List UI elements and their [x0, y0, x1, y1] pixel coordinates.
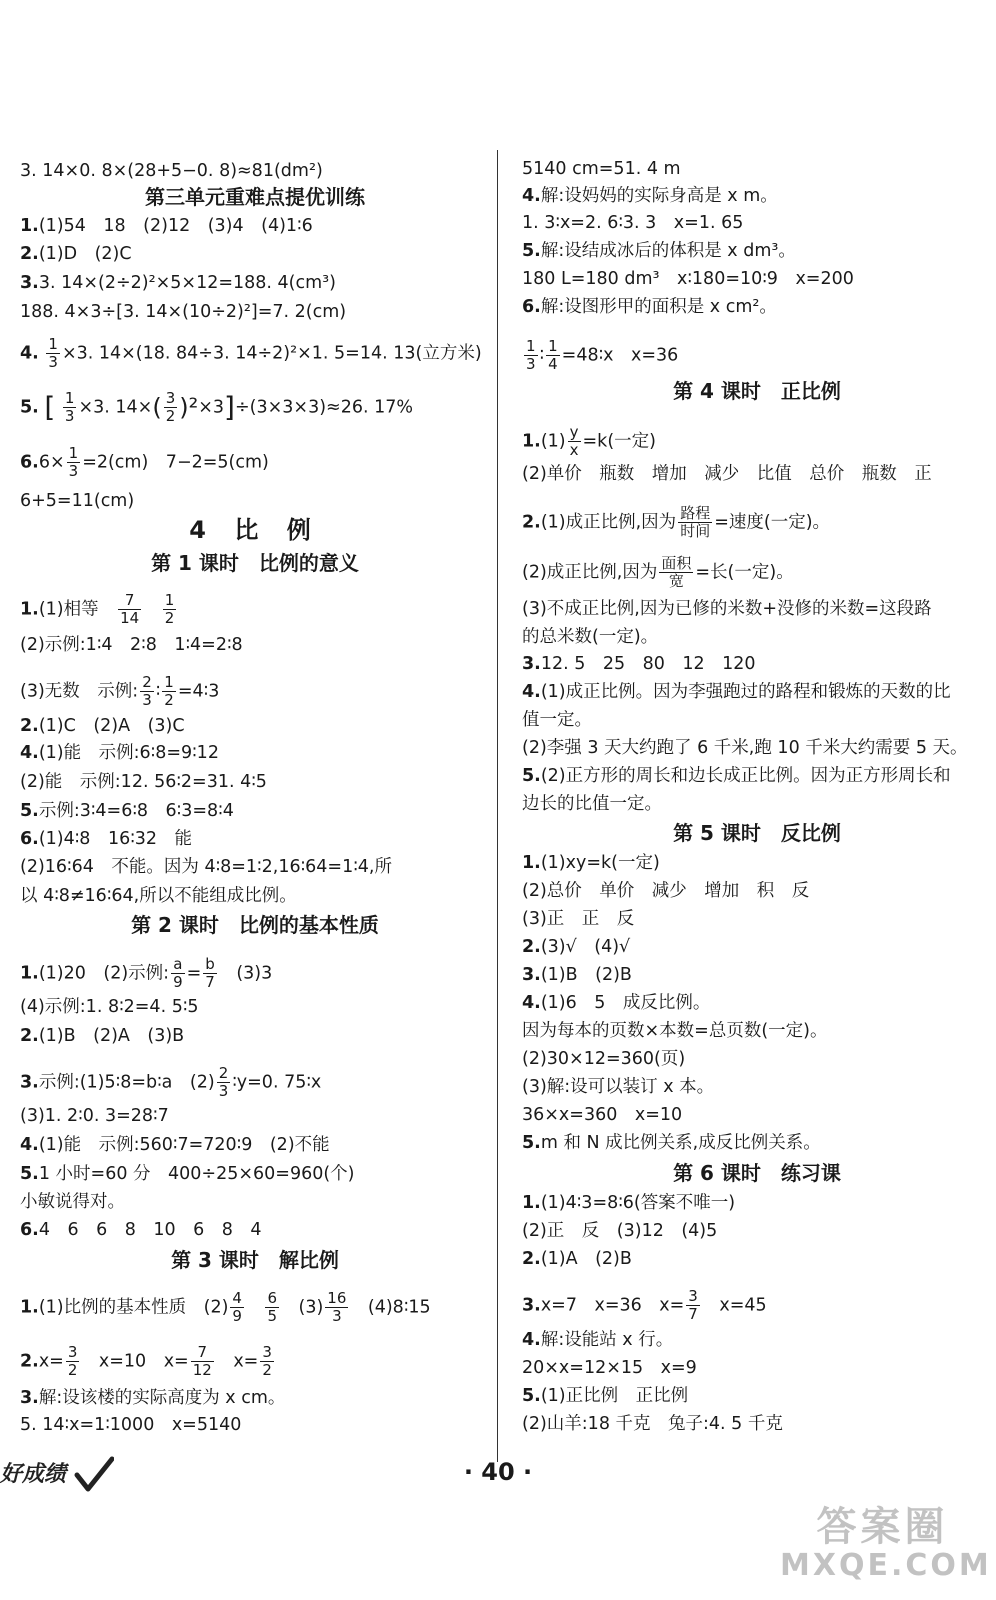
fraction: $\frac{y}{x}$: [569, 423, 579, 459]
fraction: $\frac{2}{3}$: [218, 1064, 229, 1100]
fraction: $\frac{1}{4}$: [548, 337, 558, 373]
fraction: $\frac{3}{2}$: [165, 389, 176, 425]
text-line: (2)能 示例:12. 56∶2=31. 4∶5: [20, 772, 267, 792]
text-line: 4.(1)能 示例:560∶7=720∶9 (2)不能: [20, 1135, 330, 1155]
text-line: 1.(1)相等 $\frac{7}{14}$ $\frac{1}{2}$: [20, 591, 175, 627]
fraction: $\frac{6}{5}$: [267, 1289, 277, 1325]
fraction: $\frac{3}{7}$: [688, 1287, 698, 1323]
text-line: 4.(1)成正比例。因为李强跑过的路程和锻炼的天数的比: [522, 682, 951, 702]
text-line: 5.示例:3∶4=6∶8 6∶3=8∶4: [20, 801, 234, 821]
section-heading: 第三单元重难点提优训练: [145, 185, 365, 209]
fraction: $\frac{3}{2}$: [262, 1343, 272, 1379]
brand-logo: 好成绩: [0, 1455, 114, 1495]
text-line: 2.x= $\frac{3}{2}$ x=10 x= $\frac{7}{12}$ x= $\frac{3}{2}$: [20, 1343, 272, 1379]
text-line: 20×x=12×15 x=9: [522, 1358, 697, 1378]
fraction: $\frac{\text{面积}}{\text{宽}}$: [661, 554, 692, 590]
text-line: 5. [ $\frac{1}{3}$ ×3. 14×( $\frac{3}{2}$ )²×3]÷(3×3×3)≈26. 17%: [20, 389, 413, 425]
text-line: 小敏说得对。: [20, 1192, 125, 1212]
text-line: (3)正 正 反: [522, 909, 635, 929]
text-line: 5.(1)正比例 正比例: [522, 1386, 689, 1406]
text-line: (2)16∶64 不能。因为 4∶8=1∶2,16∶64=1∶4,所: [20, 857, 392, 877]
section-heading: 第 4 课时 正比例: [673, 379, 841, 403]
text-line: 4.解:设能站 x 行。: [522, 1330, 674, 1350]
text-line: (2)李强 3 天大约跑了 6 千米,跑 10 千米大约需要 5 天。: [522, 738, 968, 758]
fraction: $\frac{7}{12}$: [192, 1343, 212, 1379]
text-line: 6+5=11(cm): [20, 491, 135, 511]
fraction: $\frac{a}{9}$: [173, 955, 183, 991]
text-line: 2.(1)B (2)A (3)B: [20, 1026, 185, 1046]
text-line: (2)山羊:18 千克 兔子:4. 5 千克: [522, 1414, 783, 1434]
text-line: 因为每本的页数×本数=总页数(一定)。: [522, 1021, 828, 1041]
text-line: 3.x=7 x=36 x= $\frac{3}{7}$ x=45: [522, 1287, 767, 1323]
text-line: 5. 14∶x=1∶1000 x=5140: [20, 1415, 242, 1435]
text-line: 1.(1)54 18 (2)12 (3)4 (4)1∶6: [20, 216, 313, 236]
text-line: 1.(1)20 (2)示例: $\frac{a}{9}$ = $\frac{b}{7}$ (3)3: [20, 955, 273, 991]
text-line: 2.(1)成正比例,因为 $\frac{\text{路程}}{\text{时间}}$ =速度(一定)。: [522, 504, 831, 540]
text-line: 边长的比值一定。: [522, 794, 662, 814]
fraction: $\frac{2}{3}$: [142, 673, 152, 709]
text-line: 1.(1)4∶3=8∶6(答案不唯一): [522, 1193, 736, 1213]
text-line: 1. 3∶x=2. 6∶3. 3 x=1. 65: [522, 213, 744, 233]
text-line: 6.4 6 6 8 10 6 8 4: [20, 1220, 262, 1240]
text-line: 5140 cm=51. 4 m: [522, 159, 681, 179]
fraction: $\frac{1}{2}$: [164, 591, 175, 627]
text-line: 值一定。: [522, 710, 592, 730]
text-line: 5.m 和 N 成比例关系,成反比例关系。: [522, 1133, 821, 1153]
text-line: 3.(1)B (2)B: [522, 965, 632, 985]
text-line: (3)无数 示例: $\frac{2}{3}$ ∶ $\frac{1}{2}$ =4∶3: [20, 673, 220, 709]
fraction: $\frac{1}{2}$: [164, 673, 174, 709]
fraction: $\frac{1}{3}$: [48, 335, 58, 371]
text-line: 4.解:设妈妈的实际身高是 x m。: [522, 186, 778, 206]
text-line: 6.6× $\frac{1}{3}$ =2(cm) 7−2=5(cm): [20, 444, 269, 480]
fraction: $\frac{3}{2}$: [67, 1343, 78, 1379]
section-heading: 第 3 课时 解比例: [171, 1248, 339, 1272]
text-line: 5.解:设结成冰后的体积是 x dm³。: [522, 241, 796, 261]
fraction: $\frac{1}{3}$: [68, 444, 79, 480]
section-heading: 第 6 课时 练习课: [673, 1161, 841, 1185]
text-line: 4.(1)能 示例:6∶8=9∶12: [20, 743, 219, 763]
text-line: (3)解:设可以装订 x 本。: [522, 1077, 715, 1097]
text-line: 3.解:设该楼的实际高度为 x cm。: [20, 1388, 286, 1408]
section-heading: 第 2 课时 比例的基本性质: [131, 913, 379, 937]
text-line: 5.1 小时=60 分 400÷25×60=960(个): [20, 1164, 355, 1184]
text-line: $\frac{1}{3}$ ∶ $\frac{1}{4}$ =48∶x x=36: [526, 337, 679, 373]
text-line: (2)单价 瓶数 增加 减少 比值 总价 瓶数 正: [522, 464, 932, 484]
fraction: $\frac{b}{7}$: [205, 955, 215, 991]
fraction: $\frac{4}{9}$: [232, 1289, 242, 1325]
fraction: $\frac{1}{3}$: [64, 389, 75, 425]
text-line: 以 4∶8≠16∶64,所以不能组成比例。: [20, 886, 297, 906]
text-line: 6.解:设图形甲的面积是 x cm²。: [522, 297, 777, 317]
text-line: 188. 4×3÷[3. 14×(10÷2)²]=7. 2(cm): [20, 302, 347, 322]
text-line: (2)成正比例,因为 $\frac{\text{面积}}{\text{宽}}$ =长(一定)。: [522, 554, 794, 590]
chapter-title: 4 比 例: [189, 516, 321, 544]
section-heading: 第 1 课时 比例的意义: [151, 551, 359, 575]
text-line: (3)不成正比例,因为已修的米数+没修的米数=这段路: [522, 599, 932, 619]
text-line: 3.示例:(1)5∶8=b∶a (2) $\frac{2}{3}$ ∶y=0. 75∶x: [20, 1064, 322, 1100]
text-line: 5.(2)正方形的周长和边长成正比例。因为正方形周长和: [522, 766, 951, 786]
fraction: $\frac{16}{3}$: [327, 1289, 347, 1325]
fraction: $\frac{\text{路程}}{\text{时间}}$: [680, 504, 711, 540]
watermark: 答案圈 MXQE.COM: [780, 1504, 992, 1583]
text-line: 2.(1)A (2)B: [522, 1249, 632, 1269]
column-divider: [497, 150, 498, 1462]
text-line: (2)30×12=360(页): [522, 1049, 686, 1069]
text-line: 1.(1) $\frac{y}{x}$ =k(一定): [522, 423, 656, 459]
section-heading: 第 5 课时 反比例: [673, 821, 841, 845]
page-number: · 40 ·: [463, 1458, 533, 1486]
text-line: 3.3. 14×(2÷2)²×5×12=188. 4(cm³): [20, 273, 337, 293]
text-line: (2)总价 单价 减少 增加 积 反: [522, 881, 810, 901]
text-line: 2.(1)D (2)C: [20, 244, 132, 264]
text-line: 3. 14×0. 8×(28+5−0. 8)≈81(dm²): [20, 161, 323, 181]
text-line: 的总米数(一定)。: [522, 627, 659, 647]
text-line: 4.(1)6 5 成反比例。: [522, 993, 711, 1013]
text-line: 1.(1)xy=k(一定): [522, 853, 660, 873]
fraction: $\frac{1}{3}$: [526, 337, 536, 373]
text-line: (2)示例:1∶4 2∶8 1∶4=2∶8: [20, 635, 243, 655]
text-line: 180 L=180 dm³ x∶180=10∶9 x=200: [522, 269, 854, 289]
text-line: 3.12. 5 25 80 12 120: [522, 654, 756, 674]
fraction: $\frac{7}{14}$: [120, 591, 140, 627]
text-line: (2)正 反 (3)12 (4)5: [522, 1221, 718, 1241]
text-line: 1.(1)比例的基本性质 (2) $\frac{4}{9}$ $\frac{6}{5}$ (3) $\frac{16}{3}$ (4)8∶15: [20, 1289, 431, 1325]
text-line: 6.(1)4∶8 16∶32 能: [20, 829, 193, 849]
text-line: 2.(1)C (2)A (3)C: [20, 716, 185, 736]
text-line: 2.(3)√ (4)√: [522, 937, 631, 957]
text-line: 36×x=360 x=10: [522, 1105, 683, 1125]
text-line: (4)示例:1. 8∶2=4. 5∶5: [20, 997, 199, 1017]
text-line: 4. $\frac{1}{3}$ ×3. 14×(18. 84÷3. 14÷2)²×1. 5=14. 13(立方米): [20, 335, 482, 371]
text-line: (3)1. 2∶0. 3=28∶7: [20, 1106, 169, 1126]
